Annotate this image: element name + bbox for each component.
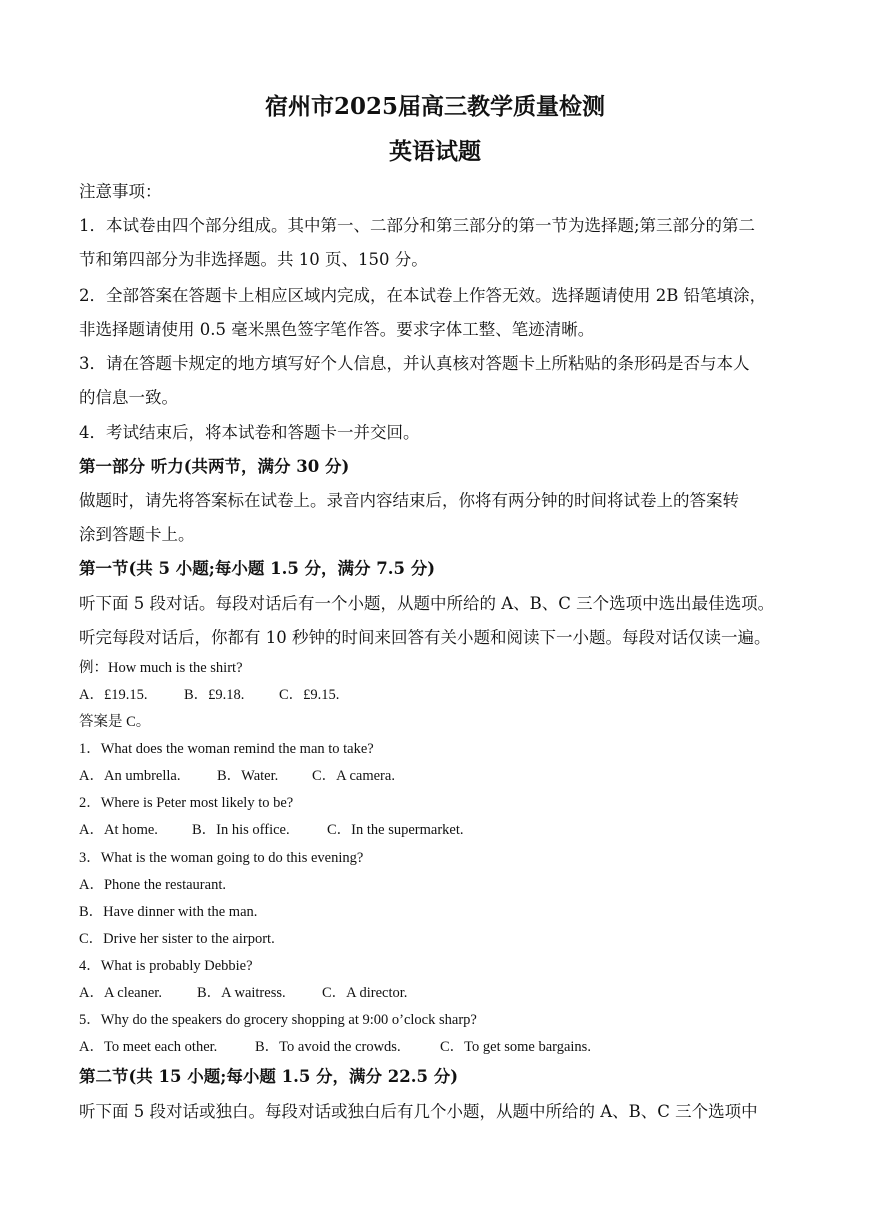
example-question: 例：How much is the shirt?: [79, 660, 243, 676]
notice-item-1-cont: 节和第四部分为非选择题。共 10 页、150 分。: [79, 250, 428, 269]
notice-item-3: 3．请在答题卡规定的地方填写好个人信息，并认真核对答题卡上所粘贴的条形码是否与本人: [79, 354, 750, 373]
section1-heading: 第一节(共 5 小题;每小题 1.5 分，满分 7.5 分): [79, 559, 436, 578]
question-1-option-a: A．An umbrella.: [79, 768, 181, 784]
question-1-option-c: C．A camera.: [312, 768, 395, 784]
example-answer: 答案是 C。: [79, 714, 151, 730]
question-5-option-b: B．To avoid the crowds.: [255, 1039, 401, 1055]
notice-item-4: 4．考试结束后，将本试卷和答题卡一并交回。: [79, 423, 420, 442]
question-4-option-a: A．A cleaner.: [79, 985, 162, 1001]
question-2-option-a: A．At home.: [79, 822, 158, 838]
section2-instructions: 听下面 5 段对话或独白。每段对话或独白后有几个小题，从题中所给的 A、B、C 三个选项中: [79, 1102, 758, 1121]
question-1-option-b: B．Water.: [217, 768, 279, 784]
part1-instructions: 做题时，请先将答案标在试卷上。录音内容结束后，你将有两分钟的时间将试卷上的答案转: [79, 491, 739, 510]
exam-subtitle: 英语试题: [389, 138, 481, 165]
example-option-a: A．£19.15.: [79, 687, 148, 703]
notice-item-2: 2．全部答案在答题卡上相应区域内完成，在本试卷上作答无效。选择题请使用 2B 铅笔填涂，: [79, 286, 767, 305]
question-2-option-c: C．In the supermarket.: [327, 822, 464, 838]
notice-item-1: 1．本试卷由四个部分组成。其中第一、二部分和第三部分的第一节为选择题;第三部分的第二: [79, 216, 756, 235]
part1-heading: 第一部分 听力(共两节，满分 30 分): [79, 457, 350, 476]
notice-heading: 注意事项：: [79, 182, 162, 201]
question-2-option-b: B．In his office.: [192, 822, 290, 838]
question-5-options: [79, 1035, 794, 1056]
example-options: [79, 683, 794, 704]
question-2: 2．Where is Peter most likely to be?: [79, 795, 294, 811]
question-3-option-c: C．Drive her sister to the airport.: [79, 931, 275, 947]
exam-title: 宿州市2025届高三教学质量检测: [264, 93, 605, 120]
question-4: 4．What is probably Debbie?: [79, 958, 253, 974]
question-4-option-b: B．A waitress.: [197, 985, 286, 1001]
question-5-option-a: A．To meet each other.: [79, 1039, 218, 1055]
section1-instructions: 听下面 5 段对话。每段对话后有一个小题，从题中所给的 A、B、C 三个选项中选出最佳选项。: [79, 594, 775, 613]
notice-item-3-cont: 的信息一致。: [79, 388, 178, 407]
question-3-option-a: A．Phone the restaurant.: [79, 877, 226, 893]
question-3: 3．What is the woman going to do this evening?: [79, 850, 364, 866]
question-5: 5．Why do the speakers do grocery shopping at 9:00 o’clock sharp?: [79, 1012, 477, 1028]
question-4-option-c: C．A director.: [322, 985, 408, 1001]
question-1: 1．What does the woman remind the man to take?: [79, 741, 374, 757]
question-1-options: [79, 764, 794, 785]
example-option-b: B．£9.18.: [184, 687, 245, 703]
example-option-c: C．£9.15.: [279, 687, 340, 703]
question-2-options: [79, 818, 794, 839]
notice-item-2-cont: 非选择题请使用 0.5 毫米黑色签字笔作答。要求字体工整、笔迹清晰。: [79, 320, 595, 339]
question-4-options: [79, 981, 794, 1002]
section2-heading: 第二节(共 15 小题;每小题 1.5 分，满分 22.5 分): [79, 1067, 459, 1086]
part1-instructions-cont: 涂到答题卡上。: [79, 525, 195, 544]
question-5-option-c: C．To get some bargains.: [440, 1039, 591, 1055]
section1-instructions-cont: 听完每段对话后，你都有 10 秒钟的时间来回答有关小题和阅读下一小题。每段对话仅读一遍。: [79, 628, 771, 647]
question-3-option-b: B．Have dinner with the man.: [79, 904, 258, 920]
